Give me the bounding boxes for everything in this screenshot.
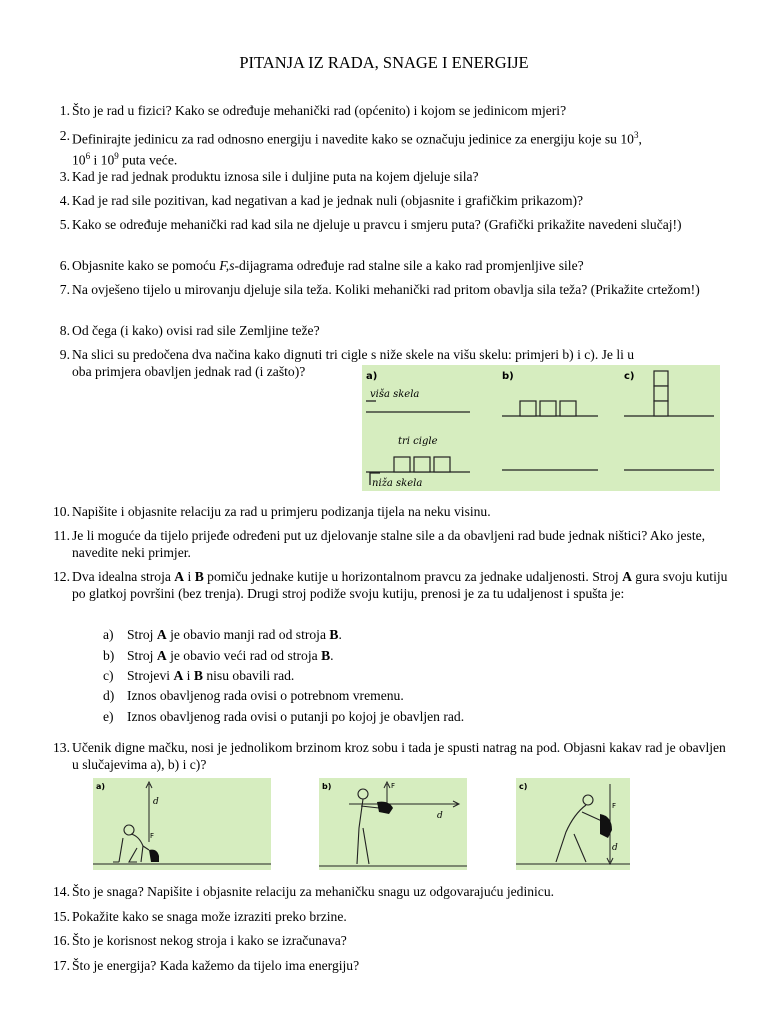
svg-text:niža skela: niža skela — [372, 478, 423, 489]
svg-text:d: d — [153, 797, 159, 807]
scaffold-drawing — [362, 365, 720, 491]
question-8: 8. Od čega (i kako) ovisi rad sile Zemljine teže? — [59, 323, 320, 338]
question-11: 11. Je li moguće da tijelo prijeđe određeni put uz djelovanje stalne sile a da obavljeni rad bude jednak ništici? Ako jeste, navedite neki primjer. — [53, 528, 706, 560]
option-a: a) Stroj A je obavio manji rad od stroja B. — [103, 627, 342, 642]
question-1: 1. Što je rad u fizici? Kako se određuje mehanički rad (općenito) i kojom se jedinicom mjeri? — [59, 103, 567, 118]
svg-text:tri cigle: tri cigle — [398, 436, 438, 447]
question-3: 3. Kad je rad jednak produktu iznosa sile i duljine puta na kojem djeluje sila? — [59, 169, 479, 184]
svg-text:F: F — [150, 832, 155, 840]
question-4: 4. Kad je rad sile pozitivan, kad negativan a kad je jednak nuli (objasnite i grafičkim prikazom)? — [59, 193, 584, 208]
svg-text:a): a) — [366, 371, 378, 382]
option-b: b) Stroj A je obavio veći rad od stroja B. — [103, 648, 334, 663]
svg-text:c): c) — [624, 371, 635, 382]
svg-text:b): b) — [322, 782, 332, 791]
question-2: 2. Definirajte jedinicu za rad odnosno energiju i navedite kako se označuju jedinice za energiju koje su $10^3$, $10^6$ i $10^9$ puta veće. — [59, 128, 642, 168]
svg-text:d: d — [437, 811, 443, 821]
question-17: 17. Što je energija? Kada kažemo da tijelo ima energiju? — [53, 958, 360, 973]
question-10: 10. Napišite i objasnite relaciju za rad u primjeru podizanja tijela na neku visinu. — [53, 504, 491, 519]
figure-cat-c — [516, 778, 630, 870]
question-9: 9. Na slici su predočena dva načina kako dignuti tri cigle s niže skele na višu skelu: primjeri b) i c). Je li u oba primjera obavljen jednak rad (i zašto)? — [59, 347, 635, 379]
question-6: 6. Objasnite kako se pomoću F,s-dijagrama određuje rad stalne sile a kako rad promjenljive sile? — [59, 258, 584, 273]
svg-text:c): c) — [519, 782, 528, 791]
figure-cat-a — [93, 778, 271, 870]
question-14: 14. Što je snaga? Napišite i objasnite relaciju za mehaničku snagu uz odgovarajuću jedinicu. — [53, 884, 555, 899]
svg-text:d: d — [612, 843, 618, 853]
question-15: 15. Pokažite kako se snaga može izraziti preko brzine. — [53, 909, 347, 924]
question-16: 16. Što je korisnost nekog stroja i kako se izračunava? — [53, 933, 347, 948]
svg-text:F: F — [391, 782, 396, 790]
question-12: 12. Dva idealna stroja A i B pomiču jednake kutije u horizontalnom pravcu za jednake udaljenosti. Stroj A gura svoju kutiju po glatkoj površini (bez trenja). Drugi stroj podiže svoju kutiju, prenosi je za tu udaljenost i spušta je: — [53, 569, 728, 601]
question-5: 5. Kako se određuje mehanički rad kad sila ne djeluje u pravcu i smjeru puta? (Grafički prikažite navedeni slučaj!) — [59, 217, 682, 232]
question-7: 7. Na ovješeno tijelo u mirovanju djeluje sila teža. Koliki mehanički rad pritom obavlja sila teža? (Prikažite crtežom!) — [59, 282, 700, 297]
svg-text:b): b) — [502, 371, 514, 382]
svg-text:a): a) — [96, 782, 106, 791]
question-13: 13. Učenik digne mačku, nosi je jednolikom brzinom kroz sobu i tada je spusti natrag na pod. Objasni kakav rad je obavljen u slučajevima a), b) i c)? — [53, 740, 726, 772]
svg-text:F: F — [612, 802, 617, 810]
option-c: c) Strojevi A i B nisu obavili rad. — [103, 668, 295, 683]
page-title: PITANJA IZ RADA, SNAGE I ENERGIJE — [239, 53, 529, 72]
option-d: d) Iznos obavljenog rada ovisi o potrebnom vremenu. — [103, 688, 404, 703]
option-e: e) Iznos obavljenog rada ovisi o putanji po kojoj je obavljen rad. — [103, 709, 465, 724]
svg-text:viša skela: viša skela — [370, 389, 420, 400]
figure-cat-b — [319, 778, 467, 870]
figure-scaffolds — [362, 365, 720, 491]
